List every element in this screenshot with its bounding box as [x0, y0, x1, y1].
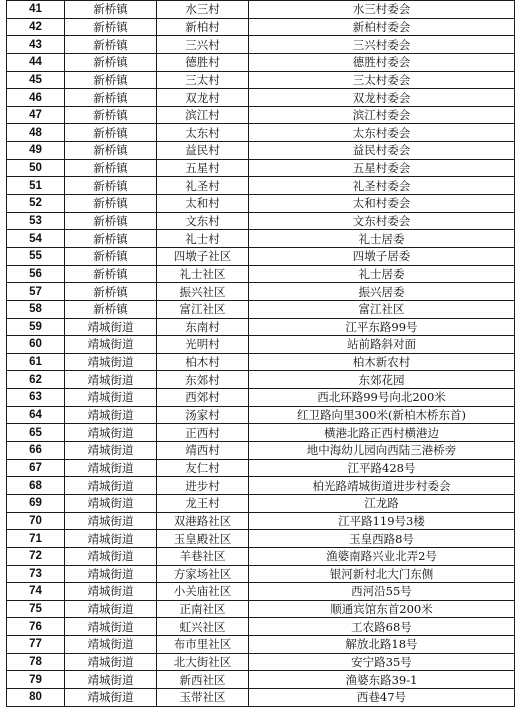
- address-cell: 西巷47号: [249, 688, 515, 706]
- row-number: 59: [7, 318, 65, 336]
- table-row: [7, 512, 515, 530]
- village-cell: 五星村: [157, 159, 249, 177]
- address-cell: 滨江村委会: [249, 106, 515, 124]
- address-cell: 德胜村委会: [249, 53, 515, 71]
- address-cell: 西北环路99号向北200米: [249, 389, 515, 407]
- village-cell: 益民村: [157, 142, 249, 160]
- town-cell: 靖城街道: [65, 547, 157, 565]
- village-cell: 礼士社区: [157, 265, 249, 283]
- address-cell: 顺通宾馆东首200米: [249, 600, 515, 618]
- village-cell: 方家场社区: [157, 565, 249, 583]
- table-row: [7, 195, 515, 213]
- row-number: 47: [7, 106, 65, 124]
- table-row: [7, 636, 515, 654]
- town-cell: 新桥镇: [65, 53, 157, 71]
- row-number: 80: [7, 688, 65, 706]
- town-cell: 靖城街道: [65, 389, 157, 407]
- address-cell: 玉皇西路8号: [249, 530, 515, 548]
- address-cell: 礼圣村委会: [249, 177, 515, 195]
- town-cell: 靖城街道: [65, 371, 157, 389]
- row-number: 69: [7, 494, 65, 512]
- row-number: 41: [7, 1, 65, 19]
- row-number: 72: [7, 547, 65, 565]
- table-row: [7, 494, 515, 512]
- village-cell: 德胜村: [157, 53, 249, 71]
- address-cell: 振兴居委: [249, 283, 515, 301]
- address-cell: 三兴村委会: [249, 36, 515, 54]
- address-cell: 柏光路靖城街道进步村委会: [249, 477, 515, 495]
- village-cell: 小关庙社区: [157, 583, 249, 601]
- row-number: 66: [7, 442, 65, 460]
- village-cell: 汤家村: [157, 406, 249, 424]
- town-cell: 靖城街道: [65, 494, 157, 512]
- row-number: 55: [7, 247, 65, 265]
- address-cell: 文东村委会: [249, 212, 515, 230]
- town-cell: 靖城街道: [65, 530, 157, 548]
- address-cell: 红卫路向里300米(新柏木桥东首): [249, 406, 515, 424]
- table-row: [7, 124, 515, 142]
- address-cell: 银河新村北大门东侧: [249, 565, 515, 583]
- row-number: 54: [7, 230, 65, 248]
- row-number: 62: [7, 371, 65, 389]
- table-row: [7, 142, 515, 160]
- row-number: 60: [7, 336, 65, 354]
- table-row: [7, 18, 515, 36]
- village-cell: 新西社区: [157, 671, 249, 689]
- village-cell: 靖西村: [157, 442, 249, 460]
- address-cell: 横港北路正西村横港边: [249, 424, 515, 442]
- row-number: 57: [7, 283, 65, 301]
- village-cell: 滨江村: [157, 106, 249, 124]
- village-cell: 振兴社区: [157, 283, 249, 301]
- row-number: 63: [7, 389, 65, 407]
- town-cell: 靖城街道: [65, 406, 157, 424]
- table-body: [7, 1, 515, 707]
- table-row: [7, 565, 515, 583]
- town-cell: 新桥镇: [65, 212, 157, 230]
- town-cell: 新桥镇: [65, 195, 157, 213]
- village-cell: 玉带社区: [157, 688, 249, 706]
- address-cell: 工农路68号: [249, 618, 515, 636]
- town-cell: 新桥镇: [65, 283, 157, 301]
- table-row: [7, 424, 515, 442]
- row-number: 50: [7, 159, 65, 177]
- town-cell: 靖城街道: [65, 442, 157, 460]
- table-row: [7, 442, 515, 460]
- town-cell: 靖城街道: [65, 477, 157, 495]
- address-cell: 江平路428号: [249, 459, 515, 477]
- table-row: [7, 547, 515, 565]
- table-row: [7, 283, 515, 301]
- table-row: [7, 353, 515, 371]
- town-cell: 靖城街道: [65, 512, 157, 530]
- address-cell: 东郊花园: [249, 371, 515, 389]
- village-cell: 友仁村: [157, 459, 249, 477]
- table-row: [7, 1, 515, 19]
- row-number: 76: [7, 618, 65, 636]
- row-number: 73: [7, 565, 65, 583]
- row-number: 58: [7, 300, 65, 318]
- village-cell: 东南村: [157, 318, 249, 336]
- village-cell: 正西村: [157, 424, 249, 442]
- address-cell: 益民村委会: [249, 142, 515, 160]
- village-cell: 太和村: [157, 195, 249, 213]
- village-cell: 进步村: [157, 477, 249, 495]
- village-cell: 布市里社区: [157, 636, 249, 654]
- row-number: 42: [7, 18, 65, 36]
- town-cell: 靖城街道: [65, 653, 157, 671]
- table-row: [7, 230, 515, 248]
- town-cell: 新桥镇: [65, 106, 157, 124]
- town-cell: 新桥镇: [65, 159, 157, 177]
- town-cell: 新桥镇: [65, 265, 157, 283]
- village-cell: 东郊村: [157, 371, 249, 389]
- address-cell: 西河沿55号: [249, 583, 515, 601]
- row-number: 79: [7, 671, 65, 689]
- town-cell: 新桥镇: [65, 1, 157, 19]
- town-cell: 新桥镇: [65, 124, 157, 142]
- town-cell: 靖城街道: [65, 600, 157, 618]
- address-cell: 渔婆东路39-1: [249, 671, 515, 689]
- row-number: 68: [7, 477, 65, 495]
- row-number: 51: [7, 177, 65, 195]
- village-cell: 三兴村: [157, 36, 249, 54]
- row-number: 77: [7, 636, 65, 654]
- address-cell: 三太村委会: [249, 71, 515, 89]
- site-table: [6, 0, 515, 707]
- address-cell: 太和村委会: [249, 195, 515, 213]
- town-cell: 靖城街道: [65, 688, 157, 706]
- address-cell: 四墩子居委: [249, 247, 515, 265]
- row-number: 44: [7, 53, 65, 71]
- village-cell: 双龙村: [157, 89, 249, 107]
- table-row: [7, 671, 515, 689]
- row-number: 64: [7, 406, 65, 424]
- row-number: 49: [7, 142, 65, 160]
- village-cell: 文东村: [157, 212, 249, 230]
- village-cell: 新柏村: [157, 18, 249, 36]
- town-cell: 新桥镇: [65, 230, 157, 248]
- address-cell: 礼士居委: [249, 265, 515, 283]
- address-cell: 解放北路18号: [249, 636, 515, 654]
- row-number: 74: [7, 583, 65, 601]
- table-row: [7, 583, 515, 601]
- village-cell: 龙王村: [157, 494, 249, 512]
- village-cell: 四墩子社区: [157, 247, 249, 265]
- row-number: 75: [7, 600, 65, 618]
- table-row: [7, 212, 515, 230]
- table-row: [7, 653, 515, 671]
- town-cell: 新桥镇: [65, 18, 157, 36]
- row-number: 61: [7, 353, 65, 371]
- table-row: [7, 477, 515, 495]
- row-number: 56: [7, 265, 65, 283]
- village-cell: 光明村: [157, 336, 249, 354]
- address-cell: 柏木新农村: [249, 353, 515, 371]
- table-row: [7, 71, 515, 89]
- address-cell: 安宁路35号: [249, 653, 515, 671]
- row-number: 65: [7, 424, 65, 442]
- row-number: 67: [7, 459, 65, 477]
- address-cell: 五星村委会: [249, 159, 515, 177]
- town-cell: 靖城街道: [65, 318, 157, 336]
- address-cell: 渔婆南路兴业北弄2号: [249, 547, 515, 565]
- village-cell: 羊巷社区: [157, 547, 249, 565]
- table-row: [7, 688, 515, 706]
- town-cell: 靖城街道: [65, 671, 157, 689]
- address-cell: 礼士居委: [249, 230, 515, 248]
- table-row: [7, 300, 515, 318]
- table-row: [7, 389, 515, 407]
- town-cell: 新桥镇: [65, 89, 157, 107]
- table-row: [7, 177, 515, 195]
- town-cell: 新桥镇: [65, 142, 157, 160]
- village-cell: 礼士村: [157, 230, 249, 248]
- village-cell: 玉皇殿社区: [157, 530, 249, 548]
- address-cell: 新柏村委会: [249, 18, 515, 36]
- row-number: 46: [7, 89, 65, 107]
- town-cell: 新桥镇: [65, 36, 157, 54]
- table-row: [7, 265, 515, 283]
- town-cell: 靖城街道: [65, 336, 157, 354]
- table-row: [7, 159, 515, 177]
- village-cell: 水三村: [157, 1, 249, 19]
- village-cell: 三太村: [157, 71, 249, 89]
- row-number: 71: [7, 530, 65, 548]
- address-cell: 江平东路99号: [249, 318, 515, 336]
- village-cell: 太东村: [157, 124, 249, 142]
- village-cell: 柏木村: [157, 353, 249, 371]
- row-number: 45: [7, 71, 65, 89]
- address-cell: 双龙村委会: [249, 89, 515, 107]
- town-cell: 新桥镇: [65, 300, 157, 318]
- village-cell: 正南社区: [157, 600, 249, 618]
- table-row: [7, 618, 515, 636]
- table-row: [7, 89, 515, 107]
- table-row: [7, 336, 515, 354]
- table-row: [7, 247, 515, 265]
- town-cell: 靖城街道: [65, 565, 157, 583]
- table-row: [7, 371, 515, 389]
- village-cell: 西郊村: [157, 389, 249, 407]
- address-cell: 江平路119号3楼: [249, 512, 515, 530]
- address-cell: 水三村委会: [249, 1, 515, 19]
- table-row: [7, 459, 515, 477]
- village-cell: 北大街社区: [157, 653, 249, 671]
- address-cell: 站前路斜对面: [249, 336, 515, 354]
- town-cell: 靖城街道: [65, 583, 157, 601]
- town-cell: 新桥镇: [65, 177, 157, 195]
- village-cell: 双港路社区: [157, 512, 249, 530]
- table-row: [7, 530, 515, 548]
- town-cell: 新桥镇: [65, 247, 157, 265]
- town-cell: 靖城街道: [65, 353, 157, 371]
- table-row: [7, 318, 515, 336]
- row-number: 53: [7, 212, 65, 230]
- town-cell: 靖城街道: [65, 424, 157, 442]
- table-row: [7, 53, 515, 71]
- table-row: [7, 406, 515, 424]
- table-row: [7, 36, 515, 54]
- address-cell: 太东村委会: [249, 124, 515, 142]
- row-number: 78: [7, 653, 65, 671]
- village-cell: 富江社区: [157, 300, 249, 318]
- row-number: 48: [7, 124, 65, 142]
- row-number: 43: [7, 36, 65, 54]
- town-cell: 新桥镇: [65, 71, 157, 89]
- town-cell: 靖城街道: [65, 636, 157, 654]
- row-number: 52: [7, 195, 65, 213]
- address-cell: 富江社区: [249, 300, 515, 318]
- address-cell: 江龙路: [249, 494, 515, 512]
- village-cell: 虹兴社区: [157, 618, 249, 636]
- table-row: [7, 600, 515, 618]
- town-cell: 靖城街道: [65, 618, 157, 636]
- table-row: [7, 106, 515, 124]
- village-cell: 礼圣村: [157, 177, 249, 195]
- row-number: 70: [7, 512, 65, 530]
- address-cell: 地中海幼儿园向西陆三港桥旁: [249, 442, 515, 460]
- town-cell: 靖城街道: [65, 459, 157, 477]
